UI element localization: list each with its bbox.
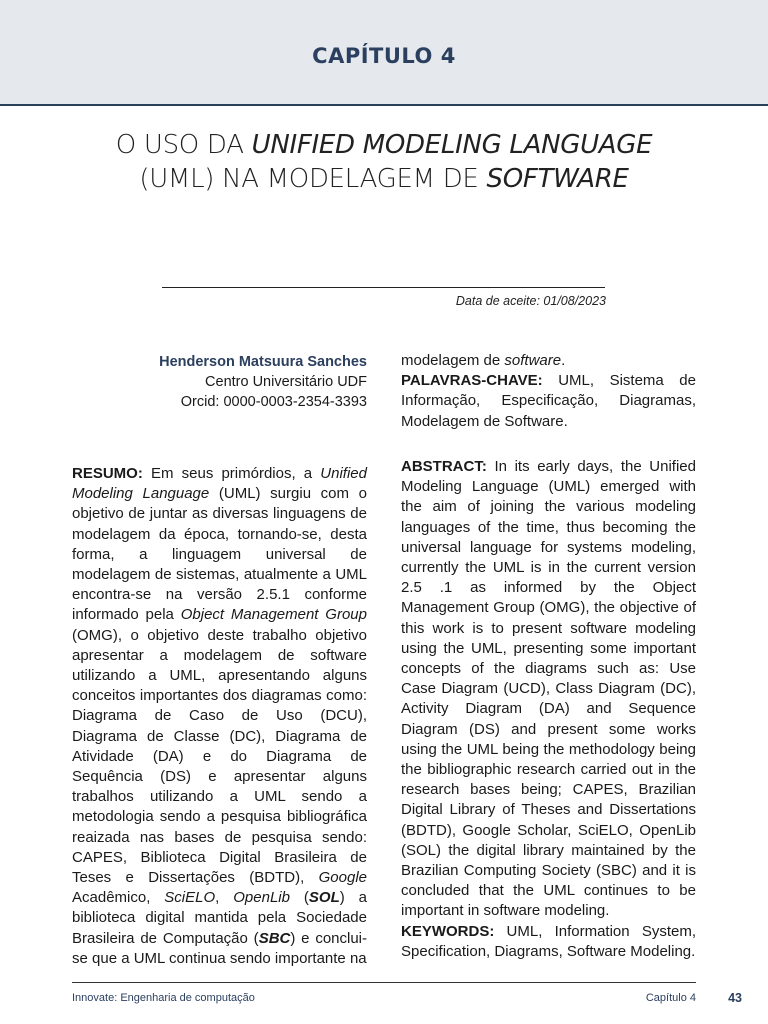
author-block bbox=[72, 352, 367, 412]
resumo-cont-italic: software bbox=[504, 352, 562, 369]
footer-book-title: Innovate: Engenharia de computação bbox=[72, 992, 255, 1004]
abstract-label: ABSTRACT: bbox=[401, 458, 487, 475]
title-part-2: UNIFIED MODELING LANGUAGE bbox=[251, 130, 653, 160]
author-orcid: Orcid: 0000-0003-2354-3393 bbox=[180, 394, 367, 410]
footer-rule bbox=[72, 982, 696, 983]
author-affiliation: Centro Universitário UDF bbox=[205, 374, 367, 390]
abstract-block bbox=[401, 457, 696, 962]
resumo-text: ) a biblioteca digital mantida pela Sociedade Brasileira de Computação ( bbox=[72, 889, 367, 947]
resumo-continuation bbox=[401, 351, 696, 371]
footer-chapter: Capítulo 4 bbox=[645, 992, 696, 1004]
resumo-label: RESUMO: bbox=[72, 465, 143, 482]
title-part-1: O USO DA bbox=[115, 130, 252, 160]
resumo-text: ( bbox=[289, 889, 309, 907]
resumo-text-italic: SciELO bbox=[164, 889, 216, 907]
keywords-paragraph bbox=[401, 922, 696, 962]
palavras-chave-label: PALAVRAS-CHAVE: bbox=[401, 372, 543, 390]
chapter-label: CAPÍTULO 4 bbox=[312, 44, 456, 68]
title-part-4: SOFTWARE bbox=[486, 164, 629, 194]
resumo-cont-text: modelagem de bbox=[401, 352, 505, 369]
resumo-text: ) e conclui-se que a UML continua sendo importante na bbox=[72, 929, 367, 967]
resumo-text: , bbox=[215, 889, 234, 907]
resumo-text-bolditalic: SOL bbox=[308, 889, 340, 907]
resumo-text-bolditalic: SBC bbox=[258, 929, 291, 947]
keywords-text: UML, Information System, Specification, Diagrams, Software Modeling. bbox=[401, 922, 696, 960]
resumo-text-italic: Object Management Group bbox=[180, 606, 367, 624]
resumo-cont-text: . bbox=[561, 352, 566, 369]
resumo-text-italic: Google bbox=[318, 869, 367, 887]
palavras-chave-text: UML, Sistema de Informação, Especificação, Diagramas, Modelagem de Software. bbox=[401, 372, 696, 430]
keywords-label: KEYWORDS: bbox=[401, 922, 495, 940]
resumo-text-italic: OpenLib bbox=[233, 889, 290, 907]
right-column-top bbox=[401, 351, 696, 432]
resumo-text-italic: Unified Modeling Language bbox=[72, 465, 367, 503]
author-name: Henderson Matsuura Sanches bbox=[159, 354, 367, 370]
title-part-3: (UML) NA MODELAGEM DE bbox=[139, 164, 487, 194]
resumo-text: Em seus primórdios, a bbox=[142, 465, 321, 482]
abstract-paragraph bbox=[401, 457, 696, 922]
page-number: 43 bbox=[728, 991, 742, 1005]
acceptance-date: Data de aceite: 01/08/2023 bbox=[455, 294, 606, 308]
resumo-paragraph bbox=[72, 464, 367, 969]
resumo-text: (OMG), o objetivo deste trabalho objetivo apresentar a modelagem de software utilizando a UML, apresentando alguns conceitos importantes dos diagramas como: Diagrama de Caso de Uso (DCU), Diagrama de Classe (DC), Diagrama de Atividade (DA) e do Diagrama de Sequência (DS) e apresentar alguns trabalhos utilizando a UML sendo a metodologia sendo a pesquisa bibliográfica reaizada nas bases de pesquisa sendo: CAPES, Biblioteca Digital Brasileira de Teses e Dissertações (BDTD), bbox=[72, 626, 367, 887]
palavras-chave-paragraph bbox=[401, 371, 696, 432]
acceptance-rule bbox=[162, 287, 605, 288]
abstract-text: In its early days, the Unified Modeling Language (UML) emerged with the aim of joining the various modeling languages of the time, thus becoming the universal language for systems modeling, currently the UML is in the current version 2.5 .1 as informed by the Object Management Group (OMG), the objective of this work is to present software modeling using the UML, presenting some important concepts of the diagrams such as: Use Case Diagram (UCD), Class Diagram (DC), Activity Diagram (DA) and Sequence Diagram (DS) and present some works using the UML being the methodology being the bibliographic research carried out in the research bases being; CAPES, Brazilian Digital Library of Theses and Dissertations (BDTD), Google Scholar, SciELO, OpenLib (SOL) the digital library maintained by the Brazilian Computing Society (SBC) and it is concluded that the UML continues to be important in software modeling. bbox=[401, 458, 696, 920]
resumo-text: Acadêmico, bbox=[72, 889, 165, 907]
article-title bbox=[60, 128, 708, 196]
resumo-text: (UML) surgiu com o objetivo de juntar as diversas linguagens de modelagem da época, tornando-se, desta forma, a linguagem universal de modelagem de sistemas, atualmente a UML encontra-se na versão 2.5.1 conforme informado pela bbox=[72, 485, 367, 624]
